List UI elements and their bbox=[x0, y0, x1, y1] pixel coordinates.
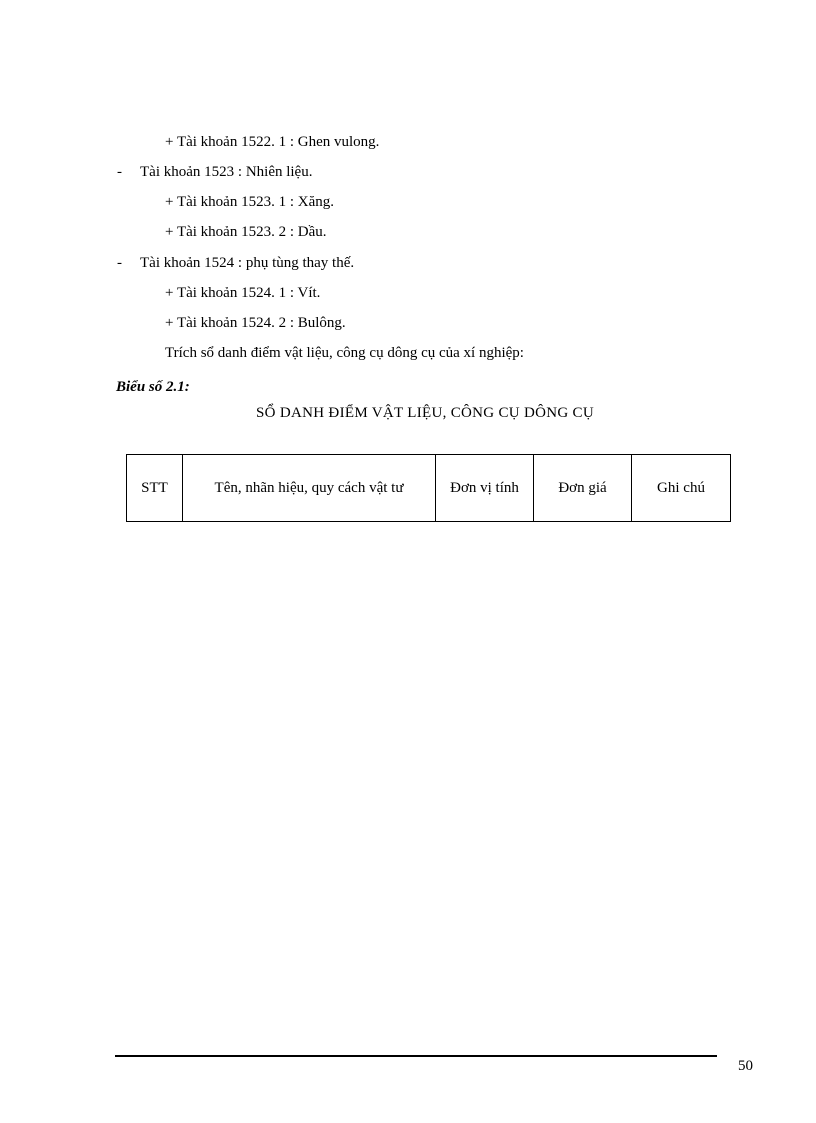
table-title: SỔ DANH ĐIỂM VẬT LIỆU, CÔNG CỤ DÔNG CỤ bbox=[256, 405, 594, 421]
account-1524-2-line: + Tài khoản 1524. 2 : Bulông. bbox=[165, 315, 346, 331]
account-1523-line: Tài khoản 1523 : Nhiên liệu. bbox=[140, 164, 313, 180]
account-1523-2-line: + Tài khoản 1523. 2 : Dầu. bbox=[165, 224, 327, 240]
header-stt: STT bbox=[127, 455, 183, 522]
header-unit: Đơn vị tính bbox=[436, 455, 534, 522]
table-caption: Biểu số 2.1: bbox=[116, 379, 190, 395]
account-1523-1-line: + Tài khoản 1523. 1 : Xăng. bbox=[165, 194, 334, 210]
header-item-name: Tên, nhãn hiệu, quy cách vật tư bbox=[183, 455, 436, 522]
materials-catalog-table bbox=[126, 454, 731, 522]
account-1522-1-line: + Tài khoản 1522. 1 : Ghen vulong. bbox=[165, 134, 380, 150]
list-dash: - bbox=[117, 164, 122, 180]
table-header-row bbox=[127, 455, 731, 522]
header-notes: Ghi chú bbox=[632, 455, 731, 522]
account-1524-line: Tài khoản 1524 : phụ tùng thay thế. bbox=[140, 255, 355, 271]
account-1524-1-line: + Tài khoản 1524. 1 : Vít. bbox=[165, 285, 321, 301]
excerpt-intro-line: Trích sổ danh điểm vật liệu, công cụ dông cụ của xí nghiệp: bbox=[165, 345, 524, 361]
header-unit-price: Đơn giá bbox=[534, 455, 632, 522]
page-number: 50 bbox=[738, 1058, 753, 1074]
list-dash: - bbox=[117, 255, 122, 271]
footer-divider bbox=[115, 1055, 717, 1057]
